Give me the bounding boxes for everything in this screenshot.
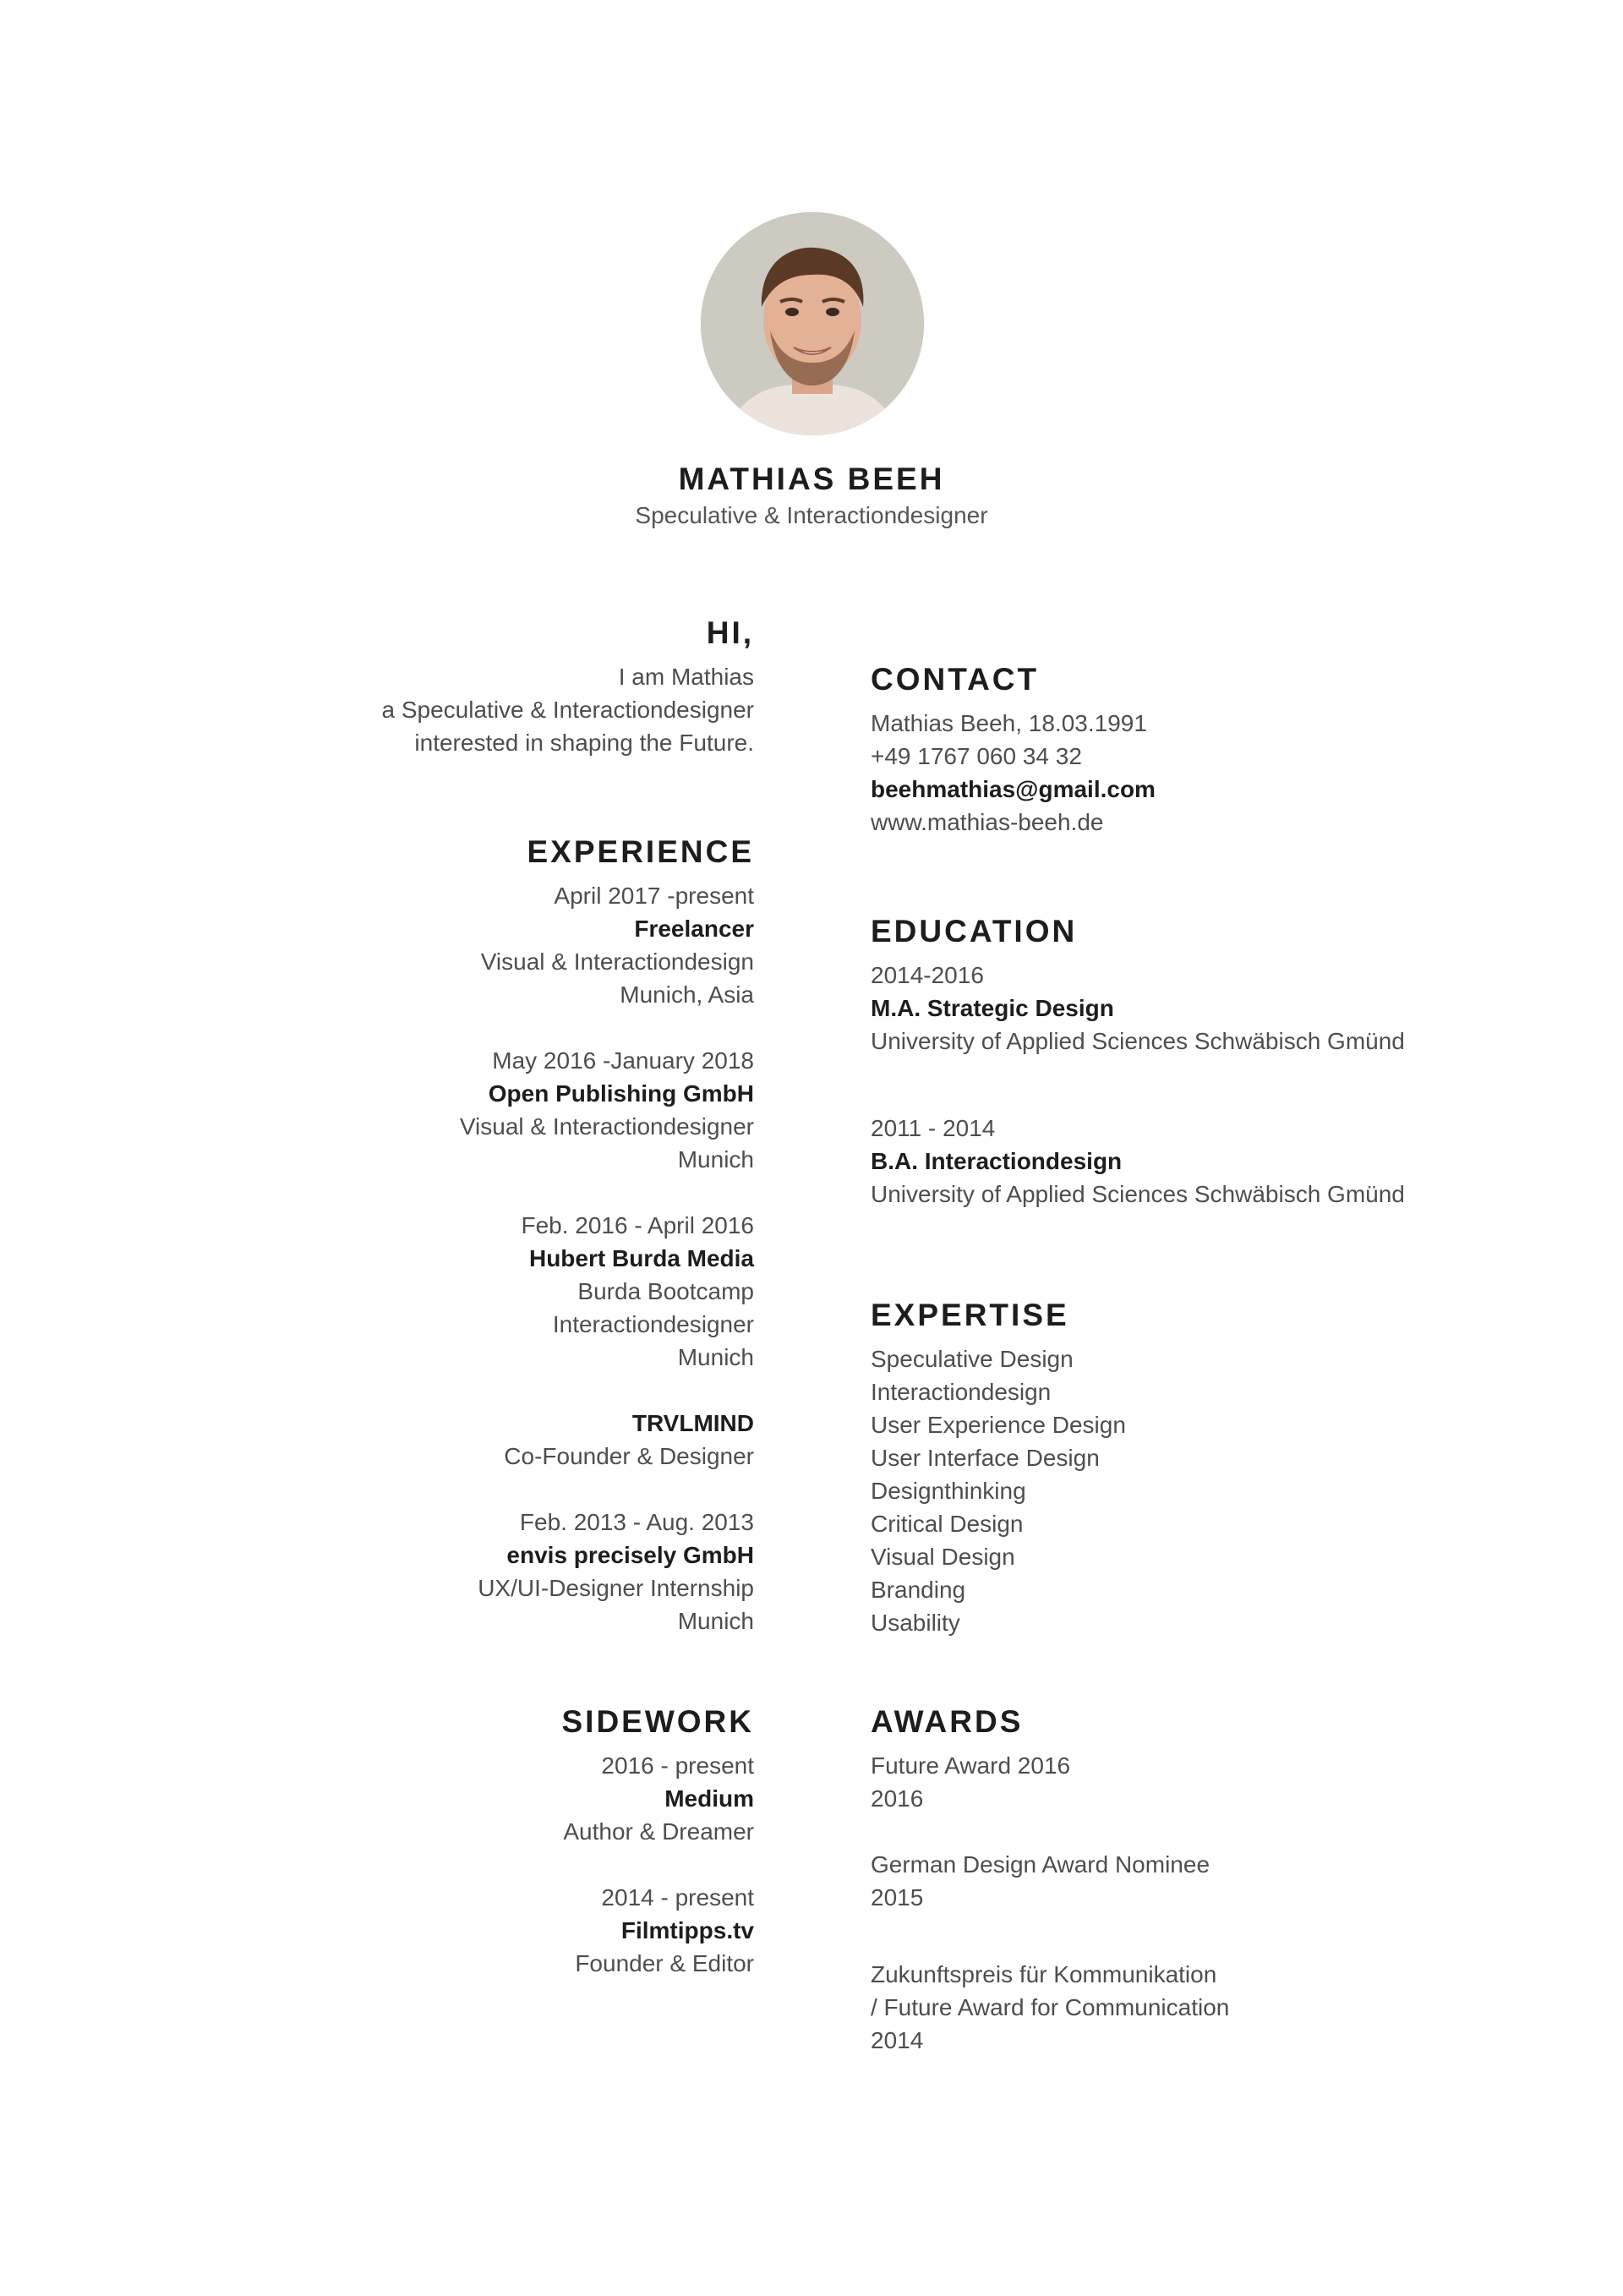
experience-detail: Visual & Interactiondesigner <box>459 1113 754 1140</box>
education-years: 2014-2016 <box>871 962 984 988</box>
education-years: 2011 - 2014 <box>871 1115 996 1141</box>
contact-email-link[interactable]: beehmathias@gmail.com <box>871 776 1156 802</box>
sidework-date: 2016 - present <box>601 1752 754 1779</box>
intro-heading: HI, <box>706 615 754 650</box>
experience-entry <box>321 1209 754 1374</box>
expertise-item: Designthinking <box>871 1478 1026 1504</box>
contact-section <box>871 659 1462 839</box>
experience-heading: EXPERIENCE <box>527 834 754 869</box>
sidework-org: Filmtipps.tv <box>620 1917 754 1943</box>
experience-detail: Visual & Interactiondesign <box>480 948 754 975</box>
award-line: 2015 <box>871 1884 924 1911</box>
experience-entry <box>321 1407 754 1473</box>
expertise-item: User Interface Design <box>871 1445 1100 1471</box>
experience-detail: Co-Founder & Designer <box>504 1443 754 1469</box>
intro-line: interested in shaping the Future. <box>414 730 754 756</box>
education-degree: B.A. Interactiondesign <box>871 1148 1123 1174</box>
award-line: German Design Award Nominee <box>871 1851 1210 1878</box>
experience-detail: UX/UI-Designer Internship <box>478 1575 754 1601</box>
education-entry <box>871 1112 1462 1211</box>
expertise-item: User Experience Design <box>871 1412 1126 1438</box>
sidework-detail: Founder & Editor <box>575 1950 754 1976</box>
contact-heading: CONTACT <box>871 662 1040 697</box>
intro-line: I am Mathias <box>618 664 754 690</box>
experience-detail: Munich <box>677 1608 754 1634</box>
experience-date: April 2017 -present <box>554 883 754 909</box>
portrait-illustration <box>701 212 924 435</box>
experience-detail: Burda Bootcamp <box>577 1278 754 1304</box>
experience-detail: Munich <box>677 1344 754 1370</box>
experience-org: envis precisely GmbH <box>506 1542 754 1568</box>
experience-org: TRVLMIND <box>631 1410 754 1436</box>
award-entry <box>871 1958 1462 2057</box>
sidework-section <box>321 1702 754 1980</box>
contact-website-link[interactable]: www.mathias-beeh.de <box>871 809 1104 835</box>
expertise-item: Branding <box>871 1577 966 1603</box>
person-tagline: Speculative & Interactiondesigner <box>635 502 988 528</box>
education-heading: EDUCATION <box>871 914 1078 948</box>
experience-org: Freelancer <box>634 916 754 942</box>
profile-photo <box>701 212 924 435</box>
award-entry <box>871 1848 1462 1914</box>
experience-detail: Munich <box>677 1146 754 1173</box>
award-line: / Future Award for Communication <box>871 1994 1230 2020</box>
award-line: Future Award 2016 <box>871 1752 1071 1779</box>
expertise-item: Interactiondesign <box>871 1379 1052 1405</box>
experience-date: Feb. 2016 - April 2016 <box>521 1212 754 1238</box>
experience-entry <box>321 1044 754 1176</box>
expertise-item: Usability <box>871 1610 960 1636</box>
experience-entry <box>321 879 754 1011</box>
experience-detail: Munich, Asia <box>620 981 754 1008</box>
experience-section <box>321 832 754 1637</box>
sidework-detail: Author & Dreamer <box>563 1818 754 1845</box>
award-entry <box>871 1749 1462 1815</box>
experience-org: Hubert Burda Media <box>528 1245 754 1271</box>
sidework-entry <box>321 1881 754 1980</box>
award-line: Zukunftspreis für Kommunikation <box>871 1961 1217 1987</box>
awards-section <box>871 1702 1462 2057</box>
expertise-item: Critical Design <box>871 1511 1024 1537</box>
award-line: 2014 <box>871 2027 924 2053</box>
expertise-item: Speculative Design <box>871 1346 1074 1372</box>
experience-date: May 2016 -January 2018 <box>492 1047 754 1074</box>
education-degree: M.A. Strategic Design <box>871 995 1114 1021</box>
education-school: University of Applied Sciences Schwäbisch Gmünd <box>871 1028 1405 1054</box>
sidework-entry <box>321 1749 754 1848</box>
education-section <box>871 911 1462 1211</box>
person-name: MATHIAS BEEH <box>678 462 945 496</box>
intro-line: a Speculative & Interactiondesigner <box>381 697 754 723</box>
experience-org: Open Publishing GmbH <box>488 1080 754 1107</box>
intro-section <box>321 613 754 759</box>
expertise-section <box>871 1295 1462 1639</box>
experience-detail: Interactiondesigner <box>552 1311 754 1337</box>
experience-date: Feb. 2013 - Aug. 2013 <box>519 1509 754 1535</box>
sidework-org: Medium <box>664 1785 754 1812</box>
sidework-date: 2014 - present <box>601 1884 754 1911</box>
award-line: 2016 <box>871 1785 924 1812</box>
experience-entry <box>321 1506 754 1637</box>
sidework-heading: SIDEWORK <box>561 1704 754 1739</box>
education-entry <box>871 959 1462 1058</box>
contact-phone[interactable]: +49 1767 060 34 32 <box>871 743 1082 769</box>
expertise-heading: EXPERTISE <box>871 1298 1069 1332</box>
awards-heading: AWARDS <box>871 1704 1024 1739</box>
expertise-item: Visual Design <box>871 1544 1015 1570</box>
education-school: University of Applied Sciences Schwäbisch Gmünd <box>871 1181 1405 1207</box>
contact-name-dob: Mathias Beeh, 18.03.1991 <box>871 710 1147 736</box>
